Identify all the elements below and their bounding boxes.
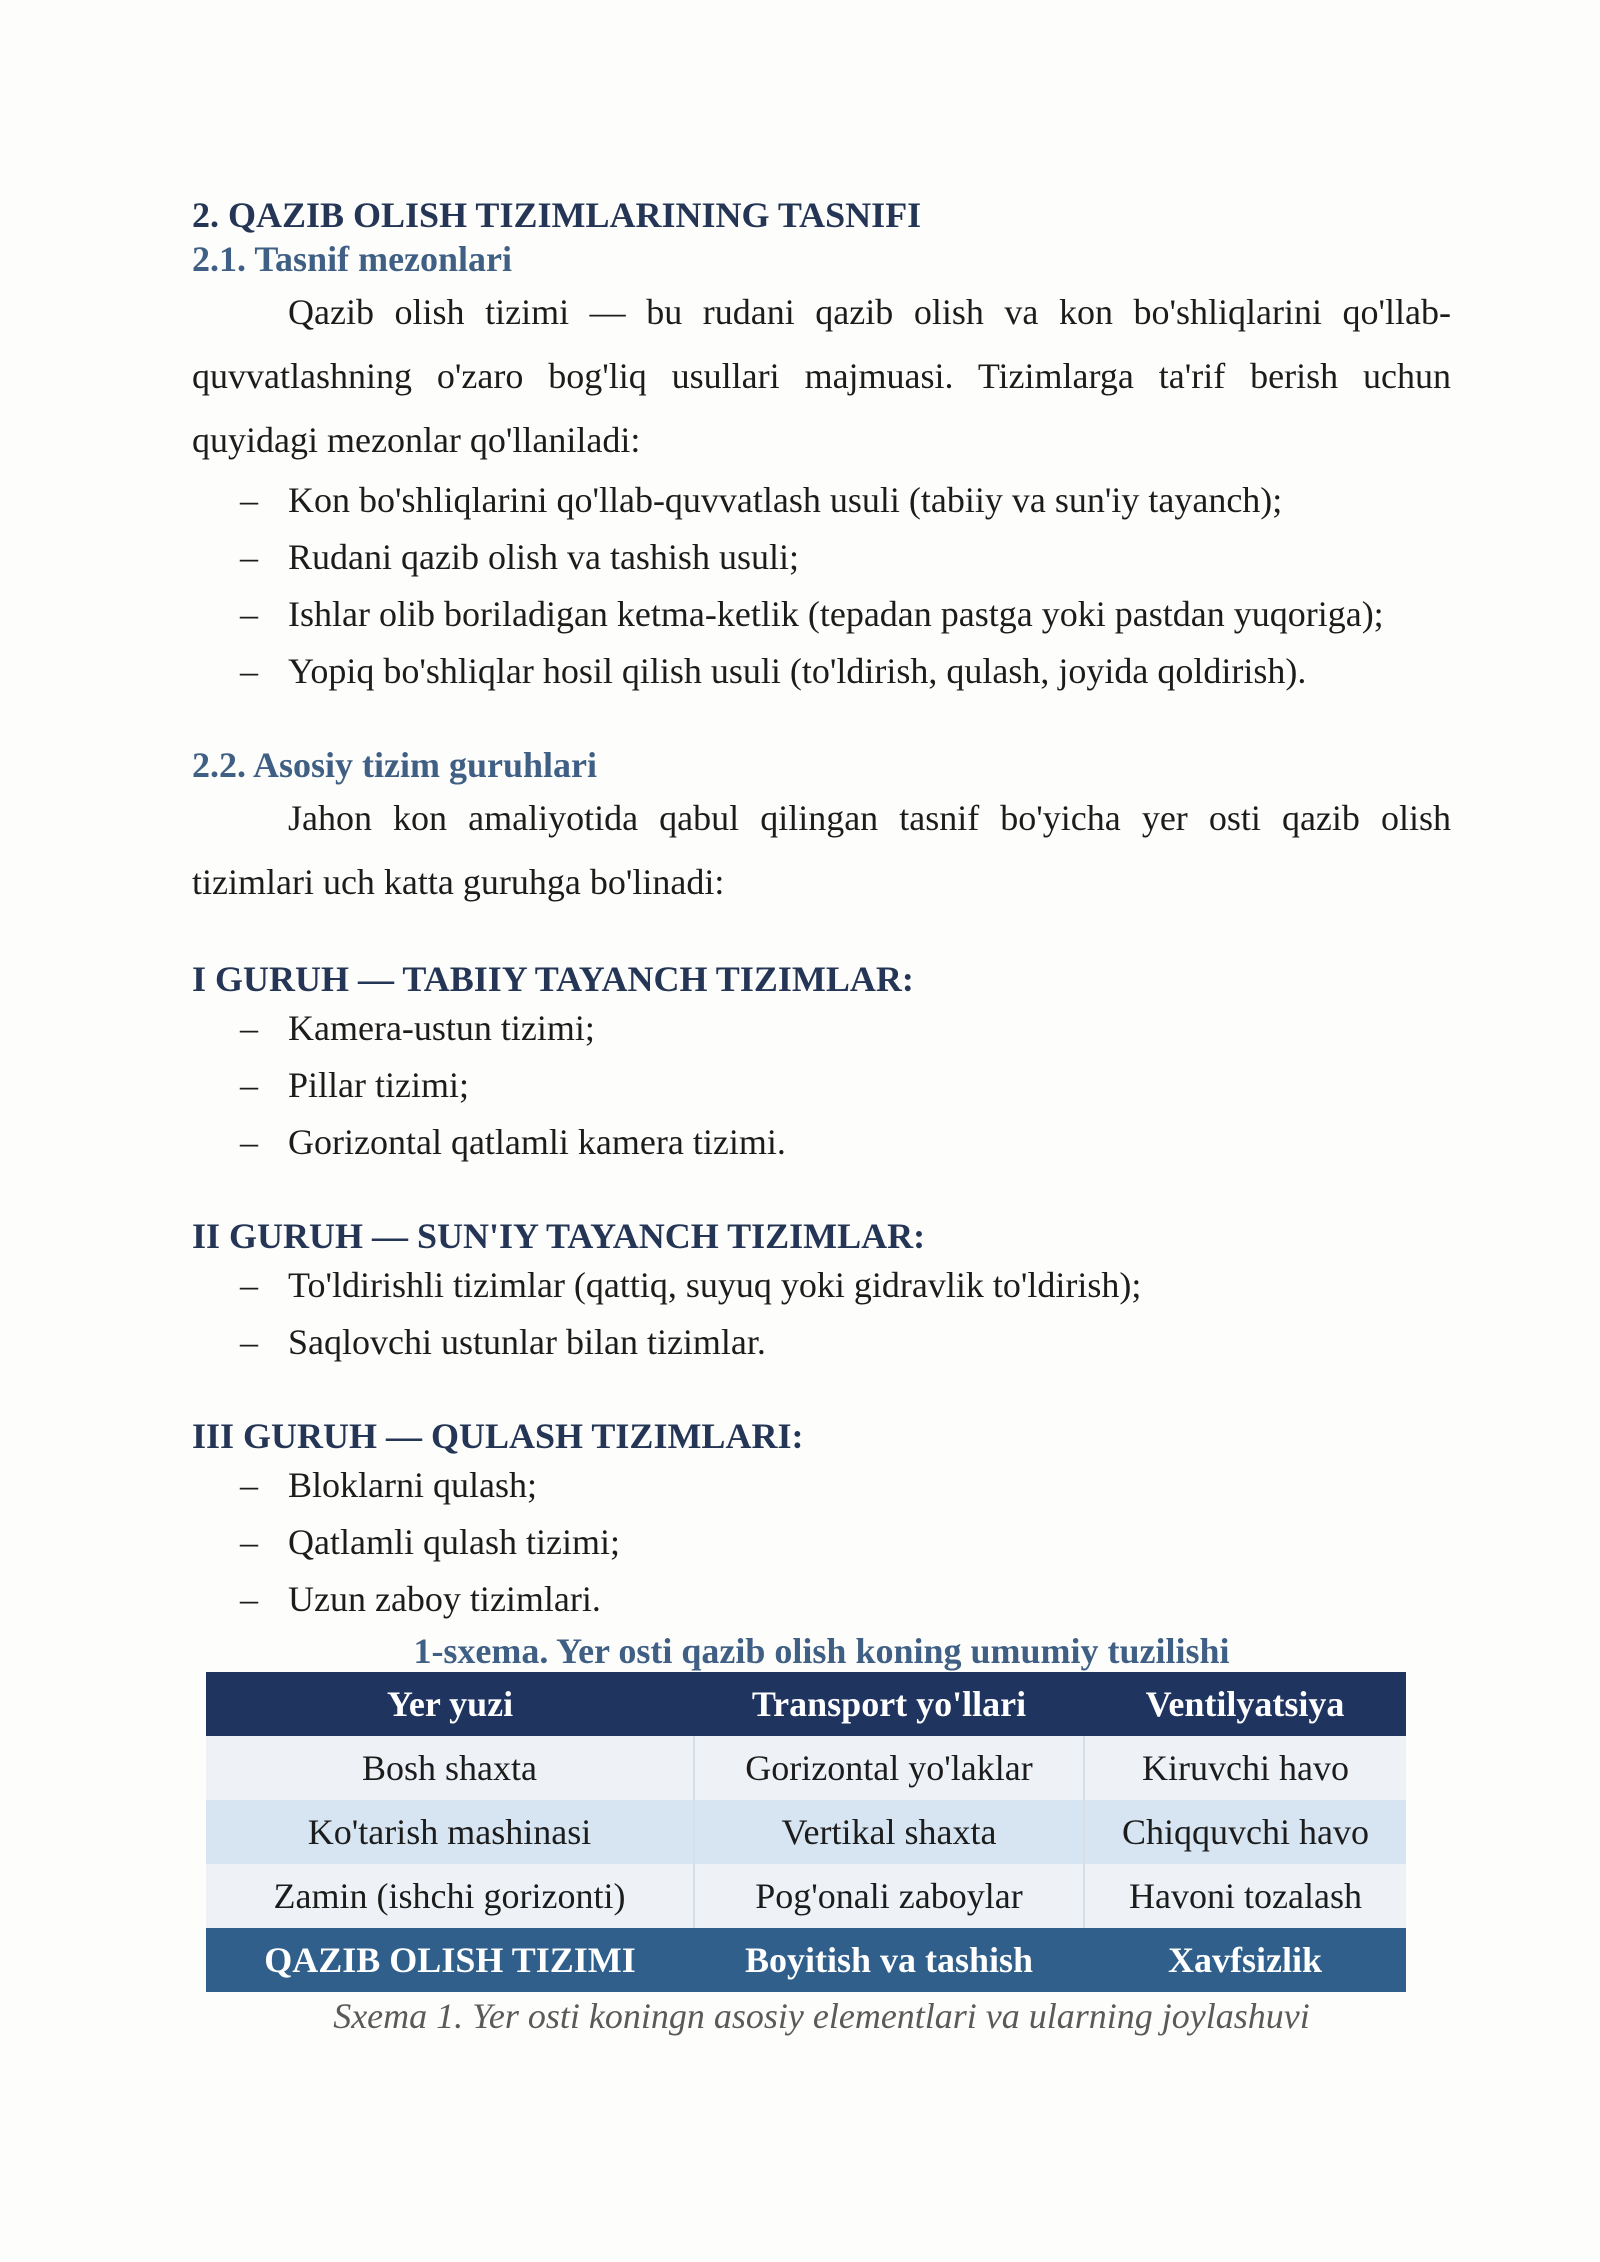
dash-marker: – (240, 1322, 258, 1362)
group-title-2: II GURUH — SUN'IY TAYANCH TIZIMLAR: (192, 1216, 926, 1256)
list-item-text: Ishlar olib boriladigan ketma-ketlik (tepadan pastga yoki pastdan yuqoriga); (288, 594, 1384, 634)
list-item (192, 1571, 1451, 1628)
group-title-3: III GURUH — QULASH TIZIMLARI: (192, 1416, 804, 1456)
group-list-1 (192, 1000, 1451, 1171)
table-header-cell: Ventilyatsiya (1084, 1672, 1406, 1736)
list-item (192, 1114, 1451, 1171)
group-list-2 (192, 1257, 1451, 1371)
table-cell: Zamin (ishchi gorizonti) (206, 1864, 694, 1928)
schema-title: 1-sxema. Yer osti qazib olish koning umumiy tuzilishi (413, 1631, 1230, 1671)
dash-marker: – (240, 1465, 258, 1505)
table-row (206, 1736, 1406, 1800)
table-cell: Gorizontal yo'laklar (694, 1736, 1084, 1800)
list-item (192, 1257, 1451, 1314)
section-paragraph-criteria: Qazib olish tizimi — bu rudani qazib olish va kon bo'shliqlarini qo'llab-quvvatlashning o'zaro bog'liq usullari majmuasi. Tizimlarga ta'rif berish uchun quyidagi mezonlar qo'llaniladi: (192, 292, 1451, 460)
chapter-heading: 2. QAZIB OLISH TIZIMLARINING TASNIFI (192, 195, 922, 235)
criteria-list (192, 472, 1451, 700)
section-paragraph-groups: Jahon kon amaliyotida qabul qilingan tasnif bo'yicha yer osti qazib olish tizimlari uch katta guruhga bo'linadi: (192, 798, 1451, 902)
schema-caption: Sxema 1. Yer osti koningn asosiy elementlari va ularning joylashuvi (333, 1996, 1310, 2036)
list-item (192, 1000, 1451, 1057)
dash-marker: – (240, 1008, 258, 1048)
list-item-text: Pillar tizimi; (288, 1065, 469, 1105)
group-title-1: I GURUH — TABIIY TAYANCH TIZIMLAR: (192, 959, 914, 999)
section-title-groups: 2.2. Asosiy tizim guruhlari (192, 745, 598, 785)
dash-marker: – (240, 1265, 258, 1305)
list-item-text: Gorizontal qatlamli kamera tizimi. (288, 1122, 786, 1162)
document-body (192, 192, 1451, 1628)
list-item-text: Saqlovchi ustunlar bilan tizimlar. (288, 1322, 766, 1362)
table-row (206, 1864, 1406, 1928)
dash-marker: – (240, 594, 258, 634)
table-cell: Vertikal shaxta (694, 1800, 1084, 1864)
list-item-text: Rudani qazib olish va tashish usuli; (288, 537, 799, 577)
list-item (192, 529, 1451, 586)
group-list-3 (192, 1457, 1451, 1628)
list-item-text: Kamera-ustun tizimi; (288, 1008, 595, 1048)
schema-table (206, 1672, 1406, 1992)
dash-marker: – (240, 651, 258, 691)
table-cell: Chiqquvchi havo (1084, 1800, 1406, 1864)
dash-marker: – (240, 1522, 258, 1562)
dash-marker: – (240, 1579, 258, 1619)
table-cell: Havoni tozalash (1084, 1864, 1406, 1928)
dash-marker: – (240, 480, 258, 520)
list-item-text: To'ldirishli tizimlar (qattiq, suyuq yoki gidravlik to'ldirish); (288, 1265, 1142, 1305)
list-item (192, 1314, 1451, 1371)
list-item-text: Qatlamli qulash tizimi; (288, 1522, 620, 1562)
table-footer-cell: Xavfsizlik (1084, 1928, 1406, 1992)
dash-marker: – (240, 1122, 258, 1162)
table-cell: Kiruvchi havo (1084, 1736, 1406, 1800)
section-title-criteria: 2.1. Tasnif mezonlari (192, 239, 513, 279)
table-footer-cell: Boyitish va tashish (694, 1928, 1084, 1992)
table-cell: Ko'tarish mashinasi (206, 1800, 694, 1864)
dash-marker: – (240, 537, 258, 577)
table-footer-cell: QAZIB OLISH TIZIMI (206, 1928, 694, 1992)
table-cell: Pog'onali zaboylar (694, 1864, 1084, 1928)
list-item (192, 472, 1451, 529)
table-header-row (206, 1672, 1406, 1736)
table-cell: Bosh shaxta (206, 1736, 694, 1800)
list-item (192, 643, 1451, 700)
list-item-text: Bloklarni qulash; (288, 1465, 537, 1505)
table-header-cell: Transport yo'llari (694, 1672, 1084, 1736)
table-header-cell: Yer yuzi (206, 1672, 694, 1736)
list-item-text: Yopiq bo'shliqlar hosil qilish usuli (to'ldirish, qulash, joyida qoldirish). (288, 651, 1307, 691)
table-row (206, 1800, 1406, 1864)
list-item-text: Uzun zaboy tizimlari. (288, 1579, 601, 1619)
list-item (192, 1057, 1451, 1114)
dash-marker: – (240, 1065, 258, 1105)
list-item (192, 586, 1451, 643)
table-footer-row (206, 1928, 1406, 1992)
list-item-text: Kon bo'shliqlarini qo'llab-quvvatlash usuli (tabiiy va sun'iy tayanch); (288, 480, 1283, 520)
list-item (192, 1457, 1451, 1514)
list-item (192, 1514, 1451, 1571)
